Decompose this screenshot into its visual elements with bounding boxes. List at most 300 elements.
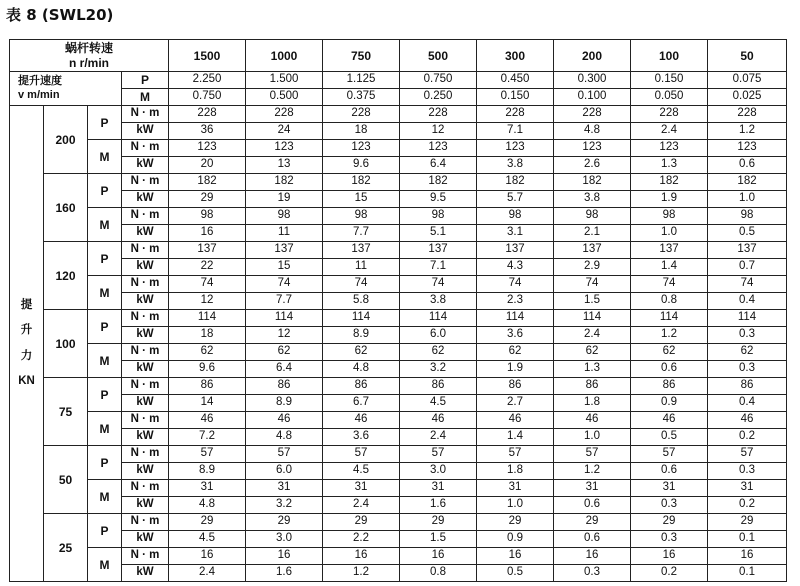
table-row <box>10 191 787 208</box>
value-cell: 0.3 <box>708 463 787 480</box>
value-cell: 137 <box>631 242 708 259</box>
value-cell: 1.2 <box>323 565 400 582</box>
value-cell: 4.3 <box>477 259 554 276</box>
value-cell: 0.3 <box>708 327 787 344</box>
speed-header: 1000 <box>246 40 323 72</box>
value-cell: 182 <box>169 174 246 191</box>
value-cell: 123 <box>400 140 477 157</box>
value-cell: 123 <box>323 140 400 157</box>
value-cell: 57 <box>169 446 246 463</box>
lift-speed-value: 0.025 <box>708 89 787 106</box>
unit-label: N · m <box>122 480 169 497</box>
value-cell: 0.8 <box>631 293 708 310</box>
value-cell: 46 <box>708 412 787 429</box>
value-cell: 182 <box>400 174 477 191</box>
value-cell: 5.7 <box>477 191 554 208</box>
value-cell: 114 <box>631 310 708 327</box>
lift-speed-value: 1.500 <box>246 72 323 89</box>
value-cell: 228 <box>631 106 708 123</box>
value-cell: 2.4 <box>169 565 246 582</box>
value-cell: 182 <box>323 174 400 191</box>
table-row <box>10 446 787 463</box>
value-cell: 1.4 <box>477 429 554 446</box>
value-cell: 8.9 <box>246 395 323 412</box>
lift-speed-value: 0.150 <box>477 89 554 106</box>
value-cell: 74 <box>631 276 708 293</box>
unit-label: kW <box>122 463 169 480</box>
value-cell: 86 <box>169 378 246 395</box>
unit-label: kW <box>122 565 169 582</box>
value-cell: 123 <box>631 140 708 157</box>
unit-label: N · m <box>122 378 169 395</box>
unit-label: N · m <box>122 446 169 463</box>
value-cell: 12 <box>400 123 477 140</box>
mode-label: P <box>88 514 122 548</box>
value-cell: 62 <box>400 344 477 361</box>
value-cell: 3.2 <box>246 497 323 514</box>
value-cell: 29 <box>246 514 323 531</box>
value-cell: 0.2 <box>708 429 787 446</box>
value-cell: 57 <box>246 446 323 463</box>
table-row <box>10 412 787 429</box>
table-row <box>10 429 787 446</box>
table-row <box>10 378 787 395</box>
value-cell: 1.3 <box>631 157 708 174</box>
value-cell: 2.1 <box>554 225 631 242</box>
value-cell: 1.6 <box>246 565 323 582</box>
mode-label: M <box>88 140 122 174</box>
value-cell: 228 <box>477 106 554 123</box>
load-value: 50 <box>44 446 88 514</box>
value-cell: 1.2 <box>554 463 631 480</box>
value-cell: 57 <box>631 446 708 463</box>
value-cell: 20 <box>169 157 246 174</box>
value-cell: 8.9 <box>323 327 400 344</box>
mode-label: P <box>88 174 122 208</box>
value-cell: 74 <box>246 276 323 293</box>
value-cell: 62 <box>708 344 787 361</box>
value-cell: 114 <box>477 310 554 327</box>
value-cell: 3.8 <box>554 191 631 208</box>
load-axis-label-part: KN <box>18 374 35 387</box>
value-cell: 29 <box>477 514 554 531</box>
unit-label: kW <box>122 191 169 208</box>
value-cell: 2.3 <box>477 293 554 310</box>
value-cell: 46 <box>554 412 631 429</box>
value-cell: 36 <box>169 123 246 140</box>
value-cell: 114 <box>323 310 400 327</box>
value-cell: 1.3 <box>554 361 631 378</box>
value-cell: 16 <box>554 548 631 565</box>
value-cell: 62 <box>554 344 631 361</box>
table-row <box>10 106 787 123</box>
unit-label: N · m <box>122 344 169 361</box>
value-cell: 137 <box>477 242 554 259</box>
lift-speed-value: 0.750 <box>169 89 246 106</box>
unit-label: kW <box>122 497 169 514</box>
value-cell: 1.8 <box>477 463 554 480</box>
value-cell: 3.0 <box>246 531 323 548</box>
value-cell: 98 <box>477 208 554 225</box>
value-cell: 228 <box>708 106 787 123</box>
table-row <box>10 293 787 310</box>
value-cell: 182 <box>246 174 323 191</box>
value-cell: 228 <box>323 106 400 123</box>
table-row <box>10 276 787 293</box>
value-cell: 0.9 <box>631 395 708 412</box>
value-cell: 31 <box>631 480 708 497</box>
unit-label: N · m <box>122 276 169 293</box>
lift-speed-value: 0.375 <box>323 89 400 106</box>
value-cell: 86 <box>631 378 708 395</box>
value-cell: 31 <box>246 480 323 497</box>
value-cell: 86 <box>554 378 631 395</box>
load-value: 25 <box>44 514 88 582</box>
load-axis-label-part: 提 <box>20 298 33 311</box>
unit-label: kW <box>122 123 169 140</box>
value-cell: 7.2 <box>169 429 246 446</box>
mode-label: P <box>88 242 122 276</box>
value-cell: 3.6 <box>323 429 400 446</box>
table-row <box>10 514 787 531</box>
value-cell: 137 <box>169 242 246 259</box>
value-cell: 16 <box>477 548 554 565</box>
lift-speed-type: M <box>122 89 169 106</box>
value-cell: 29 <box>169 191 246 208</box>
mode-label: P <box>88 310 122 344</box>
table-row <box>10 480 787 497</box>
value-cell: 1.0 <box>631 225 708 242</box>
value-cell: 57 <box>477 446 554 463</box>
lift-speed-value: 0.500 <box>246 89 323 106</box>
value-cell: 16 <box>323 548 400 565</box>
value-cell: 137 <box>554 242 631 259</box>
load-value: 120 <box>44 242 88 310</box>
unit-label: N · m <box>122 310 169 327</box>
unit-label: N · m <box>122 412 169 429</box>
value-cell: 98 <box>400 208 477 225</box>
value-cell: 0.5 <box>708 225 787 242</box>
unit-label: kW <box>122 395 169 412</box>
value-cell: 182 <box>477 174 554 191</box>
value-cell: 0.5 <box>477 565 554 582</box>
table-row <box>10 565 787 582</box>
speed-header: 100 <box>631 40 708 72</box>
value-cell: 3.0 <box>400 463 477 480</box>
value-cell: 16 <box>400 548 477 565</box>
value-cell: 1.9 <box>631 191 708 208</box>
value-cell: 11 <box>246 225 323 242</box>
value-cell: 12 <box>246 327 323 344</box>
value-cell: 1.9 <box>477 361 554 378</box>
value-cell: 7.7 <box>246 293 323 310</box>
value-cell: 0.4 <box>708 293 787 310</box>
value-cell: 86 <box>323 378 400 395</box>
unit-label: kW <box>122 293 169 310</box>
value-cell: 137 <box>708 242 787 259</box>
value-cell: 74 <box>554 276 631 293</box>
table-row <box>10 310 787 327</box>
value-cell: 1.5 <box>554 293 631 310</box>
value-cell: 9.6 <box>323 157 400 174</box>
worm-speed-label-line1: 蜗杆转速 <box>65 40 114 55</box>
unit-label: N · m <box>122 548 169 565</box>
value-cell: 3.6 <box>477 327 554 344</box>
value-cell: 1.8 <box>554 395 631 412</box>
value-cell: 46 <box>246 412 323 429</box>
value-cell: 86 <box>400 378 477 395</box>
value-cell: 114 <box>400 310 477 327</box>
value-cell: 16 <box>169 548 246 565</box>
value-cell: 0.6 <box>554 497 631 514</box>
value-cell: 16 <box>631 548 708 565</box>
value-cell: 3.2 <box>400 361 477 378</box>
lift-speed-row-p <box>10 72 787 89</box>
value-cell: 57 <box>554 446 631 463</box>
value-cell: 46 <box>477 412 554 429</box>
value-cell: 16 <box>169 225 246 242</box>
table-row <box>10 259 787 276</box>
load-axis-label <box>10 106 44 582</box>
value-cell: 5.8 <box>323 293 400 310</box>
value-cell: 123 <box>477 140 554 157</box>
value-cell: 182 <box>708 174 787 191</box>
table-row <box>10 208 787 225</box>
value-cell: 1.4 <box>631 259 708 276</box>
value-cell: 8.9 <box>169 463 246 480</box>
value-cell: 182 <box>631 174 708 191</box>
load-value: 200 <box>44 106 88 174</box>
header-row <box>10 40 787 72</box>
table-row <box>10 531 787 548</box>
value-cell: 137 <box>400 242 477 259</box>
value-cell: 62 <box>477 344 554 361</box>
worm-speed-label-line2: n r/min <box>69 55 110 70</box>
value-cell: 6.7 <box>323 395 400 412</box>
lift-speed-label <box>10 72 122 106</box>
value-cell: 29 <box>323 514 400 531</box>
value-cell: 6.4 <box>246 361 323 378</box>
value-cell: 2.4 <box>554 327 631 344</box>
value-cell: 7.1 <box>400 259 477 276</box>
value-cell: 98 <box>631 208 708 225</box>
value-cell: 31 <box>554 480 631 497</box>
value-cell: 0.3 <box>631 531 708 548</box>
load-value: 160 <box>44 174 88 242</box>
table-row <box>10 361 787 378</box>
lift-speed-value: 2.250 <box>169 72 246 89</box>
value-cell: 2.4 <box>323 497 400 514</box>
value-cell: 14 <box>169 395 246 412</box>
value-cell: 16 <box>246 548 323 565</box>
value-cell: 0.3 <box>554 565 631 582</box>
value-cell: 1.2 <box>631 327 708 344</box>
unit-label: kW <box>122 327 169 344</box>
value-cell: 2.9 <box>554 259 631 276</box>
value-cell: 46 <box>323 412 400 429</box>
table-row <box>10 123 787 140</box>
value-cell: 18 <box>323 123 400 140</box>
table-row <box>10 174 787 191</box>
value-cell: 228 <box>169 106 246 123</box>
value-cell: 98 <box>554 208 631 225</box>
table-row <box>10 242 787 259</box>
table-row <box>10 463 787 480</box>
value-cell: 31 <box>708 480 787 497</box>
value-cell: 24 <box>246 123 323 140</box>
value-cell: 0.6 <box>631 463 708 480</box>
value-cell: 98 <box>323 208 400 225</box>
unit-label: N · m <box>122 106 169 123</box>
speed-header: 300 <box>477 40 554 72</box>
value-cell: 31 <box>323 480 400 497</box>
value-cell: 7.7 <box>323 225 400 242</box>
value-cell: 4.8 <box>169 497 246 514</box>
value-cell: 13 <box>246 157 323 174</box>
value-cell: 74 <box>169 276 246 293</box>
value-cell: 16 <box>708 548 787 565</box>
speed-header: 50 <box>708 40 787 72</box>
value-cell: 1.2 <box>708 123 787 140</box>
unit-label: kW <box>122 225 169 242</box>
load-value: 100 <box>44 310 88 378</box>
value-cell: 74 <box>708 276 787 293</box>
value-cell: 2.4 <box>631 123 708 140</box>
value-cell: 18 <box>169 327 246 344</box>
value-cell: 5.1 <box>400 225 477 242</box>
table-title: 表 8 (SWL20) <box>6 6 114 24</box>
unit-label: kW <box>122 259 169 276</box>
value-cell: 4.8 <box>246 429 323 446</box>
value-cell: 22 <box>169 259 246 276</box>
value-cell: 57 <box>708 446 787 463</box>
value-cell: 29 <box>169 514 246 531</box>
load-axis-label-part: 力 <box>20 349 33 362</box>
table-row <box>10 327 787 344</box>
value-cell: 2.4 <box>400 429 477 446</box>
value-cell: 114 <box>246 310 323 327</box>
value-cell: 62 <box>631 344 708 361</box>
value-cell: 0.8 <box>400 565 477 582</box>
value-cell: 228 <box>400 106 477 123</box>
value-cell: 6.4 <box>400 157 477 174</box>
value-cell: 114 <box>169 310 246 327</box>
table-row <box>10 225 787 242</box>
speed-header: 500 <box>400 40 477 72</box>
lift-speed-type: P <box>122 72 169 89</box>
unit-label: N · m <box>122 208 169 225</box>
value-cell: 2.2 <box>323 531 400 548</box>
unit-label: kW <box>122 429 169 446</box>
mode-label: M <box>88 344 122 378</box>
table-row <box>10 548 787 565</box>
value-cell: 114 <box>554 310 631 327</box>
value-cell: 1.0 <box>554 429 631 446</box>
value-cell: 228 <box>554 106 631 123</box>
unit-label: kW <box>122 157 169 174</box>
value-cell: 31 <box>477 480 554 497</box>
lift-speed-value: 0.250 <box>400 89 477 106</box>
value-cell: 228 <box>246 106 323 123</box>
unit-label: N · m <box>122 242 169 259</box>
mode-label: M <box>88 208 122 242</box>
value-cell: 29 <box>708 514 787 531</box>
value-cell: 74 <box>477 276 554 293</box>
table-row <box>10 140 787 157</box>
unit-label: kW <box>122 361 169 378</box>
value-cell: 0.6 <box>554 531 631 548</box>
value-cell: 182 <box>554 174 631 191</box>
lift-speed-value: 0.300 <box>554 72 631 89</box>
value-cell: 0.1 <box>708 531 787 548</box>
value-cell: 137 <box>246 242 323 259</box>
value-cell: 4.8 <box>323 361 400 378</box>
value-cell: 31 <box>169 480 246 497</box>
value-cell: 4.5 <box>169 531 246 548</box>
lift-speed-value: 0.075 <box>708 72 787 89</box>
table-row <box>10 157 787 174</box>
lift-speed-value: 0.050 <box>631 89 708 106</box>
load-axis-label-part: 升 <box>20 324 33 337</box>
lift-speed-label-line1: 提升速度 <box>18 74 62 87</box>
worm-speed-label <box>10 40 169 72</box>
lift-speed-row-m <box>10 89 787 106</box>
value-cell: 29 <box>554 514 631 531</box>
value-cell: 74 <box>323 276 400 293</box>
value-cell: 46 <box>400 412 477 429</box>
value-cell: 86 <box>708 378 787 395</box>
value-cell: 86 <box>477 378 554 395</box>
value-cell: 46 <box>631 412 708 429</box>
value-cell: 1.6 <box>400 497 477 514</box>
value-cell: 123 <box>708 140 787 157</box>
value-cell: 123 <box>554 140 631 157</box>
value-cell: 0.6 <box>631 361 708 378</box>
mode-label: M <box>88 480 122 514</box>
value-cell: 9.5 <box>400 191 477 208</box>
value-cell: 98 <box>246 208 323 225</box>
value-cell: 15 <box>323 191 400 208</box>
value-cell: 7.1 <box>477 123 554 140</box>
value-cell: 0.6 <box>708 157 787 174</box>
value-cell: 11 <box>323 259 400 276</box>
value-cell: 74 <box>400 276 477 293</box>
mode-label: M <box>88 548 122 582</box>
value-cell: 0.4 <box>708 395 787 412</box>
unit-label: N · m <box>122 514 169 531</box>
mode-label: M <box>88 276 122 310</box>
value-cell: 19 <box>246 191 323 208</box>
value-cell: 62 <box>169 344 246 361</box>
lift-speed-value: 1.125 <box>323 72 400 89</box>
value-cell: 0.3 <box>631 497 708 514</box>
value-cell: 123 <box>246 140 323 157</box>
unit-label: N · m <box>122 140 169 157</box>
value-cell: 4.5 <box>323 463 400 480</box>
speed-header: 750 <box>323 40 400 72</box>
unit-label: N · m <box>122 174 169 191</box>
speed-header: 200 <box>554 40 631 72</box>
value-cell: 4.5 <box>400 395 477 412</box>
value-cell: 3.8 <box>400 293 477 310</box>
lift-speed-value: 0.750 <box>400 72 477 89</box>
lift-speed-value: 0.100 <box>554 89 631 106</box>
mode-label: P <box>88 446 122 480</box>
value-cell: 123 <box>169 140 246 157</box>
value-cell: 98 <box>708 208 787 225</box>
value-cell: 0.5 <box>631 429 708 446</box>
value-cell: 12 <box>169 293 246 310</box>
